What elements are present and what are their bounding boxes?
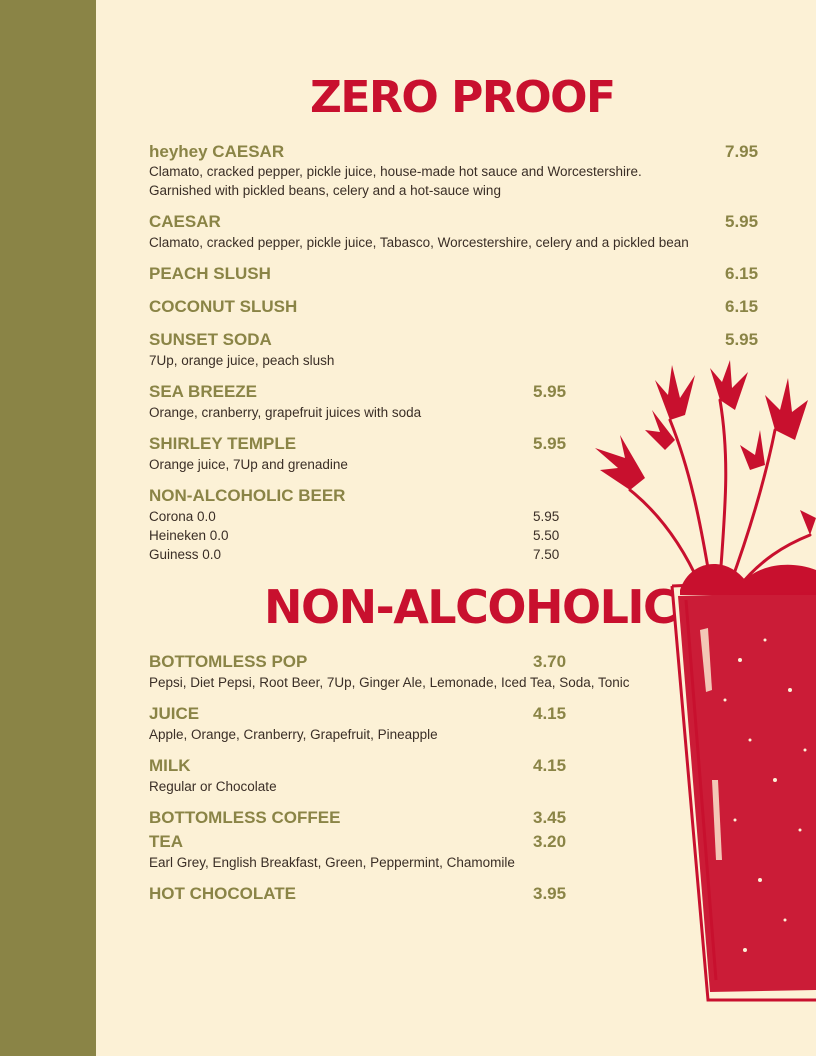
item-description: Orange juice, 7Up and grenadine xyxy=(149,457,348,472)
sub-item-name: Corona 0.0 xyxy=(149,509,216,524)
item-name: SUNSET SODA xyxy=(149,330,272,349)
item-description: Regular or Chocolate xyxy=(149,779,277,794)
item-description: Orange, cranberry, grapefruit juices with soda xyxy=(149,405,422,420)
item-price: 5.95 xyxy=(725,212,759,231)
item-description: Garnished with pickled beans, celery and a hot-sauce wing xyxy=(149,183,501,198)
item-name: heyhey CAESAR xyxy=(149,142,285,161)
item-price: 3.70 xyxy=(533,652,567,671)
item-name: HOT CHOCOLATE xyxy=(149,884,297,903)
item-price: 3.45 xyxy=(533,808,567,827)
item-description: Apple, Orange, Cranberry, Grapefruit, Pineapple xyxy=(149,727,438,742)
item-price: 5.95 xyxy=(533,382,567,401)
item-price: 5.95 xyxy=(725,330,759,349)
item-description: Pepsi, Diet Pepsi, Root Beer, 7Up, Ginger Ale, Lemonade, Iced Tea, Soda, Tonic xyxy=(149,675,630,690)
item-description: 7Up, orange juice, peach slush xyxy=(149,353,335,368)
item-price: 3.20 xyxy=(533,832,567,851)
item-name: BOTTOMLESS COFFEE xyxy=(149,808,341,827)
section-title-zero-proof: ZERO PROOF xyxy=(310,72,615,123)
item-name: NON-ALCOHOLIC BEER xyxy=(149,486,346,505)
item-description: Clamato, cracked pepper, pickle juice, Tabasco, Worcestershire, celery and a pickled bean xyxy=(149,235,689,250)
item-name: CAESAR xyxy=(149,212,221,231)
sub-item-price: 7.50 xyxy=(533,547,560,562)
sub-item-price: 5.50 xyxy=(533,528,560,543)
item-description: Clamato, cracked pepper, pickle juice, house-made hot sauce and Worcestershire. xyxy=(149,164,642,179)
item-price: 4.15 xyxy=(533,704,567,723)
item-name: PEACH SLUSH xyxy=(149,264,271,283)
caesar-glass-illustration xyxy=(560,360,816,1056)
section-title-non-alcoholic: NON-ALCOHOLIC xyxy=(264,580,676,634)
item-price: 7.95 xyxy=(725,142,759,161)
item-name: SHIRLEY TEMPLE xyxy=(149,434,297,453)
item-description: Earl Grey, English Breakfast, Green, Peppermint, Chamomile xyxy=(149,855,515,870)
item-name: MILK xyxy=(149,756,191,775)
item-name: COCONUT SLUSH xyxy=(149,297,298,316)
item-name: SEA BREEZE xyxy=(149,382,258,401)
sub-item-name: Heineken 0.0 xyxy=(149,528,229,543)
item-price: 3.95 xyxy=(533,884,567,903)
item-name: BOTTOMLESS POP xyxy=(149,652,308,671)
item-name: JUICE xyxy=(149,704,200,723)
sidebar-stripe xyxy=(0,0,96,1056)
item-price: 6.15 xyxy=(725,264,759,283)
sub-item-name: Guiness 0.0 xyxy=(149,547,222,562)
item-price: 5.95 xyxy=(533,434,567,453)
item-name: TEA xyxy=(149,832,183,851)
item-price: 4.15 xyxy=(533,756,567,775)
item-price: 6.15 xyxy=(725,297,759,316)
sub-item-price: 5.95 xyxy=(533,509,560,524)
